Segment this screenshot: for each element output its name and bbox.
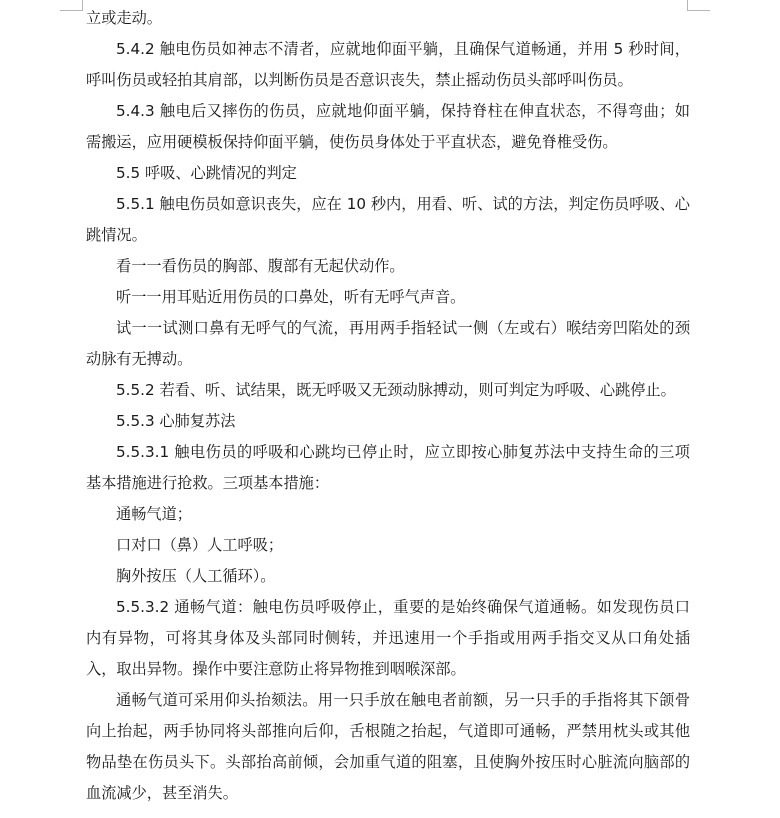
document-body	[86, 3, 690, 809]
paragraph-5-4-3: 5.4.3 触电后又摔伤的伤员，应就地仰面平躺，保持脊柱在伸直状态，不得弯曲；如需搬运，应用硬模板保持仰面平躺，使伤员身体处于平直状态，避免脊椎受伤。	[86, 102, 690, 151]
paragraph-5-5-3-1: 5.5.3.1 触电伤员的呼吸和心跳均已停止时，应立即按心肺复苏法中支持生命的三项基本措施进行抢救。三项基本措施：	[86, 443, 690, 492]
paragraph-continuation: 立或走动。	[86, 9, 162, 27]
list-item-open-airway: 通畅气道；	[116, 505, 192, 523]
margin-corner-mark-left	[60, 0, 83, 11]
paragraph-5-4-2: 5.4.2 触电伤员如神志不清者，应就地仰面平躺，且确保气道畅通，并用 5 秒时间，呼叫伤员或轻拍其肩部，以判断伤员是否意识丧失，禁止摇动伤员头部呼叫伤员。	[86, 40, 690, 89]
paragraph-5-5-1: 5.5.1 触电伤员如意识丧失，应在 10 秒内，用看、听、试的方法，判定伤员呼吸、心跳情况。	[86, 195, 690, 244]
list-item-rescue-breathing: 口对口（鼻）人工呼吸；	[116, 536, 284, 554]
section-heading-5-5-3: 5.5.3 心肺复苏法	[116, 412, 236, 430]
list-item-chest-compression: 胸外按压（人工循环）。	[116, 567, 276, 585]
margin-corner-mark-right	[687, 0, 710, 11]
section-heading-5-5: 5.5 呼吸、心跳情况的判定	[116, 164, 297, 182]
paragraph-head-tilt-chin-lift: 通畅气道可采用仰头抬颏法。用一只手放在触电者前额，另一只手的手指将其下颌骨向上抬起，两手协同将头部推向后仰，舌根随之抬起，气道即可通畅，严禁用枕头或其他物品垫在伤员头下。头部抬高前倾，会加重气道的阻塞，且使胸外按压时心脏流向脑部的血流减少，甚至消失。	[86, 691, 690, 802]
paragraph-feel: 试一一试测口鼻有无呼气的气流，再用两手指轻试一侧（左或右）喉结旁凹陷处的颈动脉有无搏动。	[86, 319, 690, 368]
paragraph-look: 看一一看伤员的胸部、腹部有无起伏动作。	[116, 257, 405, 275]
paragraph-5-5-2: 5.5.2 若看、听、试结果，既无呼吸又无颈动脉搏动，则可判定为呼吸、心跳停止。	[116, 381, 676, 399]
paragraph-listen: 听一一用耳贴近用伤员的口鼻处，听有无呼气声音。	[116, 288, 466, 306]
paragraph-5-5-3-2: 5.5.3.2 通畅气道：触电伤员呼吸停止，重要的是始终确保气道通畅。如发现伤员口内有异物，可将其身体及头部同时侧转，并迅速用一个手指或用两手指交叉从口角处插入，取出异物。操作中要注意防止将异物推到咽喉深部。	[86, 598, 690, 678]
